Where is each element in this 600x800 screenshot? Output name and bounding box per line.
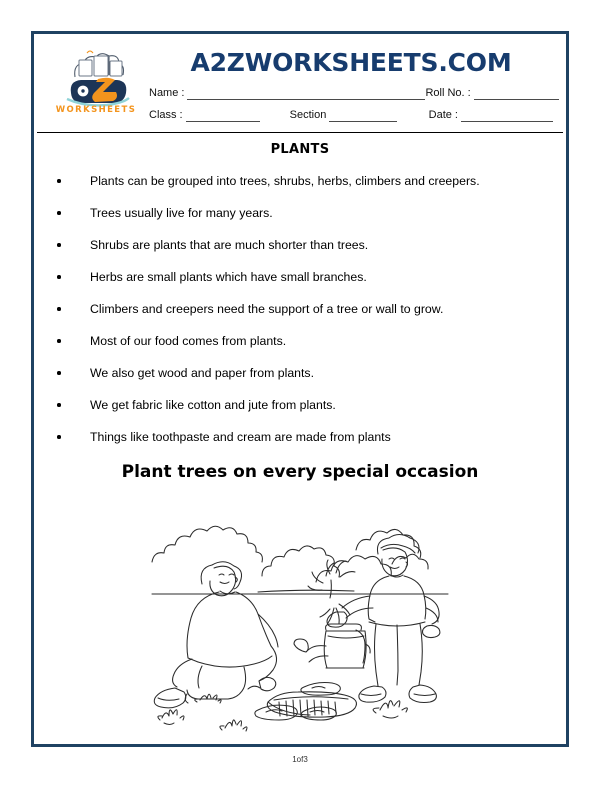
worksheet-subheading: Plant trees on every special occasion bbox=[121, 462, 479, 482]
name-field[interactable] bbox=[149, 87, 425, 100]
list-item-text: We also get wood and paper from plants. bbox=[90, 366, 314, 380]
name-label: Name : bbox=[149, 87, 185, 99]
date-field[interactable] bbox=[429, 109, 553, 122]
a2z-worksheets-logo bbox=[53, 47, 139, 119]
bullet-icon bbox=[57, 211, 61, 215]
facts-list bbox=[37, 174, 563, 445]
worksheet-header bbox=[37, 37, 563, 133]
name-input-rule[interactable] bbox=[187, 88, 425, 100]
list-item bbox=[37, 270, 563, 285]
class-label: Class : bbox=[149, 109, 183, 121]
roll-no-field[interactable] bbox=[425, 87, 558, 100]
header-field-row-2 bbox=[149, 109, 553, 122]
bullet-icon bbox=[57, 307, 61, 311]
list-item-text: Most of our food comes from plants. bbox=[90, 334, 287, 348]
class-input-rule[interactable] bbox=[186, 110, 260, 122]
list-item-text: We get fabric like cotton and jute from plants. bbox=[90, 398, 336, 412]
list-item-text: Climbers and creepers need the support of a tree or wall to grow. bbox=[90, 302, 444, 316]
list-item-text: Trees usually live for many years. bbox=[90, 206, 273, 220]
bullet-icon bbox=[57, 371, 61, 375]
illustration-container bbox=[37, 504, 563, 749]
tree-planting-line-drawing bbox=[140, 504, 460, 749]
page-footer bbox=[0, 755, 600, 764]
list-item bbox=[37, 206, 563, 221]
date-input-rule[interactable] bbox=[461, 110, 553, 122]
bullet-icon bbox=[57, 243, 61, 247]
header-field-row-1 bbox=[149, 87, 553, 100]
list-item bbox=[37, 238, 563, 253]
bullet-icon bbox=[57, 179, 61, 183]
bullet-icon bbox=[57, 339, 61, 343]
bullet-icon bbox=[57, 435, 61, 439]
section-field[interactable] bbox=[290, 109, 398, 122]
list-item bbox=[37, 174, 563, 189]
list-item-text: Shrubs are plants that are much shorter than trees. bbox=[90, 238, 369, 252]
roll-no-input-rule[interactable] bbox=[474, 88, 559, 100]
date-label: Date : bbox=[428, 109, 458, 121]
roll-no-label: Roll No. : bbox=[425, 87, 471, 99]
list-item bbox=[37, 366, 563, 381]
svg-text:WORKSHEETS: WORKSHEETS bbox=[55, 105, 137, 115]
worksheet-title: PLANTS bbox=[270, 142, 330, 157]
page-number: 1of3 bbox=[292, 755, 308, 764]
worksheet-sheet bbox=[37, 37, 563, 741]
section-input-rule[interactable] bbox=[329, 110, 397, 122]
site-brand-title: A2ZWORKSHEETS.COM bbox=[190, 48, 512, 77]
class-field[interactable] bbox=[149, 109, 260, 122]
list-item bbox=[37, 302, 563, 317]
list-item-text: Things like toothpaste and cream are made from plants bbox=[90, 430, 391, 444]
bullet-icon bbox=[57, 403, 61, 407]
list-item bbox=[37, 398, 563, 413]
bullet-icon bbox=[57, 275, 61, 279]
section-label: Section bbox=[289, 109, 327, 121]
list-item-text: Herbs are small plants which have small branches. bbox=[90, 270, 367, 284]
list-item-text: Plants can be grouped into trees, shrubs, herbs, climbers and creepers. bbox=[90, 174, 480, 188]
list-item bbox=[37, 334, 563, 349]
list-item bbox=[37, 430, 563, 445]
